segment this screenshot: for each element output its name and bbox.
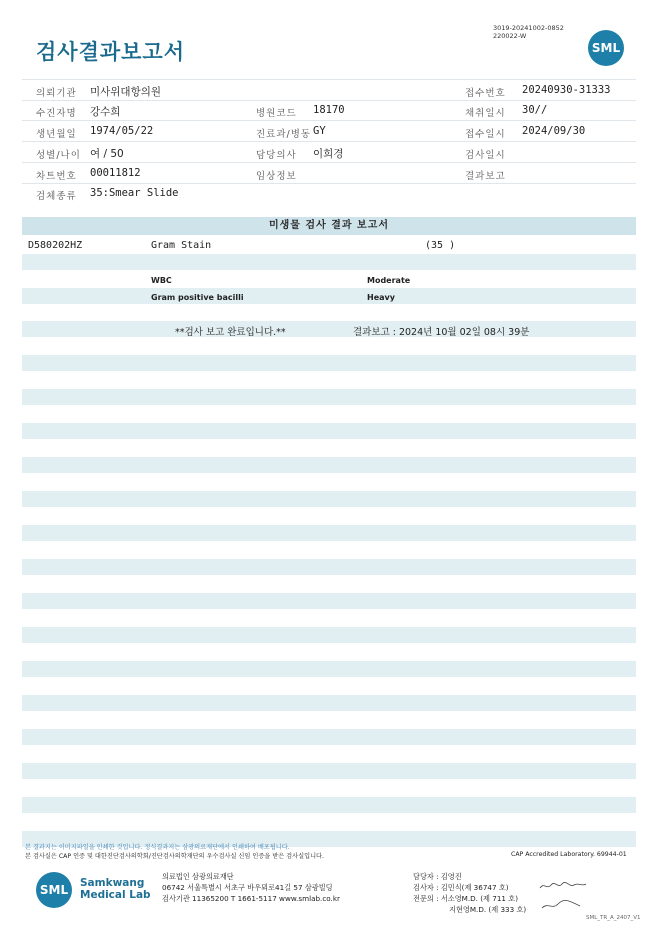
form-code: SML_TR_A_2407_V1 <box>586 915 641 921</box>
band <box>22 593 636 609</box>
report-time: 결과보고 : 2024년 10월 02일 08시 39분 <box>353 327 530 338</box>
staff-block: 담당자 : 김영진 검사자 : 김민식(제 36747 호) 전문의 : 서소영M.D. (제 711 호) 지현영M.D. (제 333 호) <box>413 872 527 914</box>
cap-accreditation: CAP Accredited Laboratory. 69944-01 <box>511 851 627 858</box>
result-value: Moderate <box>367 276 411 285</box>
info-row-specimen: 검체종류 35:Smear Slide <box>36 187 179 202</box>
band <box>22 457 636 473</box>
band <box>22 254 636 270</box>
info-row-sex-age: 성별/나이 여 / 50 담당의사 이희경 검사일시 <box>22 142 636 163</box>
result-value: Heavy <box>367 293 395 302</box>
section-title: 미생물 검사 결과 보고서 <box>22 217 636 235</box>
band <box>22 627 636 643</box>
page-title: 검사결과보고서 <box>36 40 186 64</box>
test-code: D580202HZ <box>28 240 83 251</box>
info-row-birth: 생년월일 1974/05/22 진료과/병동 GY 접수일시 2024/09/30 <box>22 121 636 142</box>
band <box>22 321 636 337</box>
result-name: Gram positive bacilli <box>151 293 244 302</box>
band <box>22 525 636 541</box>
info-row-patient: 수진자명 강수희 병원코드 18170 채취일시 30// <box>22 100 636 121</box>
band <box>22 763 636 779</box>
brand-name: Samkwang Medical Lab <box>80 877 151 901</box>
result-name: WBC <box>151 276 172 285</box>
band <box>22 491 636 507</box>
complete-message: **검사 보고 완료입니다.** <box>175 327 286 338</box>
band <box>22 423 636 439</box>
band <box>22 661 636 677</box>
band <box>22 797 636 813</box>
band <box>22 355 636 371</box>
band <box>22 288 636 304</box>
sml-footer-logo: SML <box>36 872 72 908</box>
test-number: (35 ) <box>425 240 456 251</box>
address-block: 의료법인 삼광의료재단 06742 서울특별시 서초구 바우뫼로41길 57 삼광빌딩 검사기관 11365200 T 1661-5117 www.smlab.co.kr <box>162 872 340 903</box>
signature-image <box>538 880 588 892</box>
band <box>22 389 636 405</box>
band <box>22 559 636 575</box>
info-row-chart: 차트번호 00011812 임상정보 결과보고 <box>22 163 636 184</box>
info-row-institution: 의뢰기관 미사위대항의원 접수번호 20240930-31333 <box>22 79 636 101</box>
document-id: 3019-20241002-0852 220022-W <box>493 24 564 40</box>
band <box>22 729 636 745</box>
band <box>22 695 636 711</box>
footer-note-image: 본 결과지는 이미지파일을 인쇄한 것입니다. 정식결과지는 삼광의료재단에서 인쇄하여 배포됩니다. <box>25 844 290 851</box>
footer-note-cap: 본 검사실은 CAP 인증 및 대한진단검사의학회/진단검사의학재단의 우수검사실 신임 인증을 받은 검사실입니다. <box>25 853 324 860</box>
sml-logo: SML <box>588 30 624 66</box>
test-name: Gram Stain <box>151 240 212 251</box>
signature-image <box>540 898 582 912</box>
